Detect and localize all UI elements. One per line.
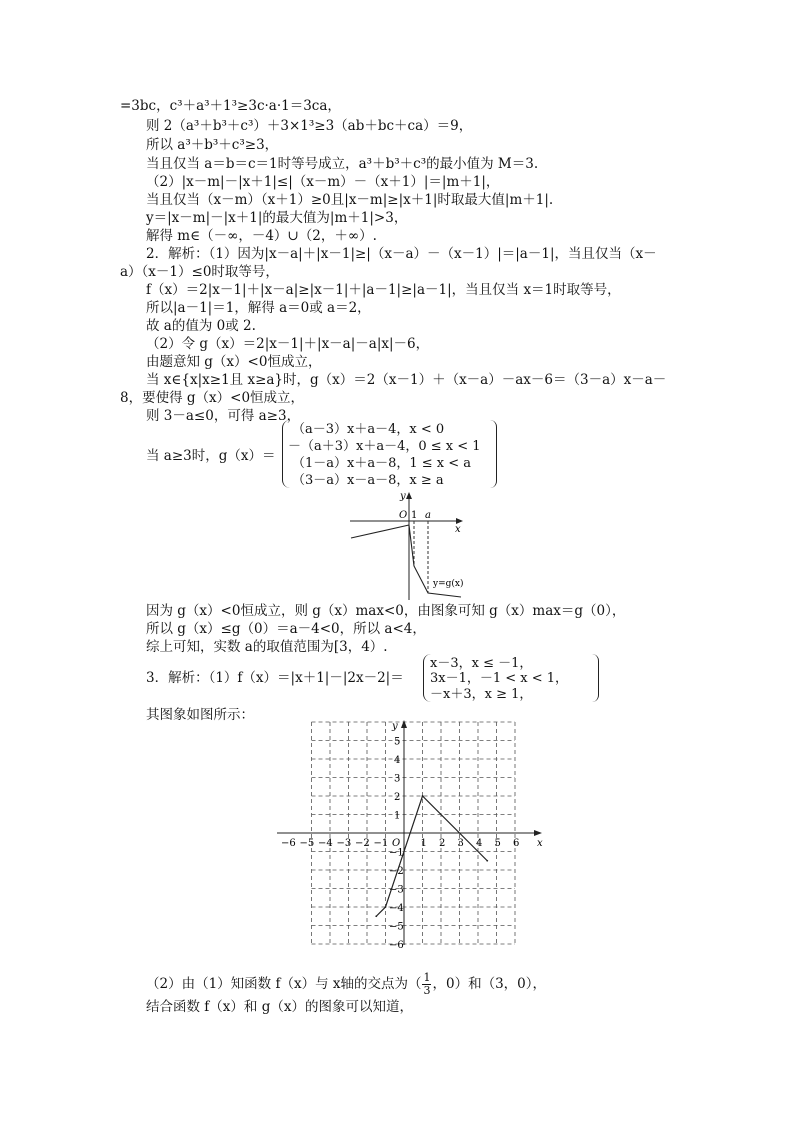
piecewise-g-case-2: －（a＋3）x＋a－4，0 ≤ x < 1 <box>288 439 481 454</box>
y-tick-label: −4 <box>389 903 404 914</box>
piecewise-g-case-3: （1－a）x＋a－8，1 ≤ x < a <box>292 456 472 471</box>
y-axis-label: y <box>392 721 398 732</box>
origin-label: O <box>392 838 401 849</box>
sketch-y-arrow <box>406 492 412 499</box>
line-4: 当且仅当 a＝b＝c＝1时等号成立，a³＋b³＋c³的最小值为 M＝3. <box>146 156 539 172</box>
sketch-1-label: 1 <box>411 510 418 521</box>
y-tick-label: −3 <box>389 884 404 896</box>
f-graph-point <box>486 860 488 862</box>
x-tick-label: −6 <box>281 838 296 849</box>
f-graph-chart <box>275 717 550 949</box>
y-tick-label: 2 <box>394 792 401 803</box>
sketch-origin-label: O <box>399 510 408 521</box>
line-14: （2）令 g（x）＝2|x－1|＋|x－a|－a|x|－6， <box>146 336 430 352</box>
x-tick-label: −5 <box>299 838 315 849</box>
line-9: 2．解析：（1）因为|x－a|＋|x－1|≥|（x－a）－（x－1）|＝|a－1|，当且仅当（x－ <box>146 246 657 262</box>
piecewise-g-lead: 当 a≥3时，g（x）＝ <box>146 448 276 464</box>
after-graph-text-a: （2）由（1）知函数 f（x）与 x轴的交点为（ <box>146 976 422 992</box>
line-20: 所以 g（x）≤g（0）＝a－4<0，所以 a<4， <box>146 621 426 637</box>
y-tick-label: −5 <box>389 921 404 933</box>
y-axis-arrow <box>401 720 407 728</box>
line-6: 当且仅当（x－m）（x＋1）≥0且|x－m|≥|x＋1|时取最大值|m＋1|. <box>146 192 554 208</box>
x-tick-label: 5 <box>494 838 501 849</box>
graph-caption: 其图象如图所示： <box>146 707 254 723</box>
x-axis-arrow <box>534 830 542 836</box>
after-graph-line-1 <box>146 972 546 997</box>
fraction <box>422 972 431 997</box>
g-sketch-figure <box>345 488 470 603</box>
x-tick-label: 1 <box>420 838 427 849</box>
x-tick-label: −2 <box>355 838 370 849</box>
line-5: （2）|x－m|－|x＋1|≤|（x－m）－（x＋1）|＝|m＋1|， <box>146 174 500 190</box>
x-tick-label: 3 <box>457 838 464 849</box>
line-18: 则 3－a≤0，可得 a≥3， <box>146 408 301 424</box>
piecewise-f-lead: 3．解析：（1）f（x）＝|x＋1|－|2x－2|＝ <box>146 670 404 686</box>
y-tick-label: −6 <box>389 940 404 949</box>
piecewise-f-case-2: 3x－1，－1 < x < 1， <box>430 671 569 686</box>
x-tick-label: −1 <box>373 838 389 849</box>
y-tick-label: −2 <box>389 866 404 877</box>
piecewise-f-right-brace <box>592 654 599 702</box>
line-7: y＝|x－m|－|x＋1|的最大值为|m＋1|>3， <box>146 210 408 226</box>
line-3: 所以 a³＋b³＋c³≥3， <box>146 137 279 153</box>
fraction-numerator: 1 <box>423 971 431 984</box>
piecewise-f-case-1: x－3，x ≤ －1， <box>430 656 533 671</box>
line-19: 因为 g（x）<0恒成立，则 g（x）max<0，由图象可知 g（x）max＝g（0）， <box>146 603 626 619</box>
sketch-y-label: y <box>400 491 406 502</box>
line-15: 由题意知 g（x）<0恒成立， <box>146 354 322 370</box>
f-graph-point <box>375 915 377 917</box>
after-graph-line-2: 结合函数 f（x）和 g（x）的图象可以知道， <box>146 999 413 1015</box>
sketch-curve-label: y=g(x) <box>433 579 464 589</box>
x-axis-label: x <box>537 838 543 849</box>
line-13: 故 a的值为 0或 2. <box>146 318 256 334</box>
line-10: a）（x－1）≤0时取等号， <box>120 264 279 280</box>
line-1: =3bc，c³＋a³＋1³≥3c·a·1＝3ca， <box>120 98 341 114</box>
x-tick-label: 2 <box>439 838 446 849</box>
line-17: 8，要使得 g（x）<0恒成立， <box>120 390 305 406</box>
y-tick-label: 3 <box>394 773 401 785</box>
piecewise-g-right-brace <box>490 420 497 488</box>
y-tick-label: 4 <box>394 755 401 766</box>
f-graph-point <box>422 795 424 797</box>
sketch-x-label: x <box>455 524 461 535</box>
fraction-denominator: 3 <box>423 984 431 997</box>
line-8: 解得 m∈（－∞，－4）∪（2，＋∞）. <box>146 228 377 244</box>
sketch-a-label: a <box>425 510 431 521</box>
line-2: 则 2（a³＋b³＋c³）＋3×1³≥3（ab＋bc＋ca）＝9， <box>146 118 473 134</box>
line-21: 综上可知，实数 a的取值范围为[3，4）. <box>146 639 388 655</box>
line-16: 当 x∈{x|x≥1且 x≥a}时，g（x）＝2（x－1）＋（x－a）－ax－6＝（3－a）x－a－ <box>146 372 667 388</box>
x-tick-label: 4 <box>476 838 483 849</box>
y-tick-label: −1 <box>389 847 404 859</box>
x-tick-label: 6 <box>513 838 520 849</box>
piecewise-f-case-3: －x＋3，x ≥ 1， <box>430 687 533 702</box>
line-11: f（x）＝2|x－1|＋|x－a|≥|x－1|＋|a－1|≥|a－1|，当且仅当 x＝1时取等号， <box>146 282 621 298</box>
y-tick-label: 5 <box>394 736 401 748</box>
x-tick-label: −4 <box>318 838 333 849</box>
after-graph-text-b: ，0）和（3，0）， <box>432 976 547 992</box>
piecewise-g-case-4: （3－a）x－a－8，x ≥ a <box>292 473 444 488</box>
y-tick-label: 1 <box>394 810 401 822</box>
piecewise-g-case-1: （a－3）x＋a－4，x < 0 <box>292 422 445 437</box>
line-12: 所以|a－1|＝1，解得 a＝0或 a＝2， <box>146 300 371 316</box>
f-graph-point <box>385 906 387 908</box>
x-tick-label: −3 <box>336 838 352 849</box>
